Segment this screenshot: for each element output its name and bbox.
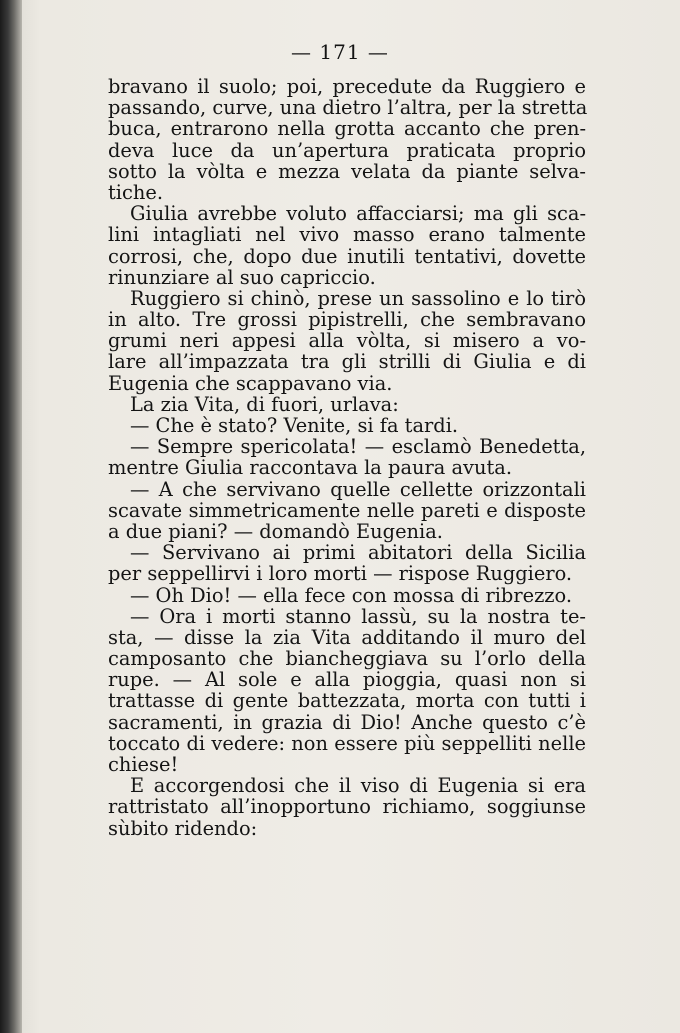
text-line: per seppellirvi i loro morti — rispose Ruggiero.	[108, 562, 573, 586]
text-line: bravano il suolo; poi, precedute da Ruggiero e	[108, 75, 586, 98]
text-line: — A che servivano quelle cellette orizzontali	[130, 477, 586, 501]
text-line: Giulia avrebbe voluto affacciarsi; ma gli sca-	[130, 202, 586, 226]
text-line: — Servivano ai primi abitatori della Sicilia	[130, 541, 586, 565]
page-binding-edge	[0, 0, 22, 1033]
text-line: a due piani? — domandò Eugenia.	[108, 519, 443, 543]
text-line: rinunziare al suo capriccio.	[108, 265, 376, 289]
text-line: La zia Vita, di fuori, urlava:	[130, 392, 399, 416]
text-line: Eugenia che scappavano via.	[108, 371, 393, 395]
text-line: trattasse di gente battezzata, morta con tutti i	[108, 689, 586, 713]
text-line: grumi neri appesi alla vòlta, si misero a vo-	[108, 329, 586, 353]
text-line: sta, — disse la zia Vita additando il muro del	[108, 625, 586, 649]
text-line: rattristato all’inopportuno richiamo, soggiunse	[108, 795, 586, 819]
text-line: mentre Giulia raccontava la paura avuta.	[108, 456, 513, 480]
text-line: — Che è stato? Venite, si fa tardi.	[130, 414, 459, 437]
text-line: rupe. — Al sole e alla pioggia, quasi non si	[108, 668, 586, 692]
text-line: E accorgendosi che il viso di Eugenia si era	[130, 774, 586, 798]
text-line: camposanto che biancheggiava su l’orlo della	[108, 647, 586, 671]
text-line: sùbito ridendo:	[108, 816, 258, 840]
page-body-text	[108, 76, 586, 839]
text-line: tiche.	[108, 180, 163, 204]
text-line: buca, entrarono nella grotta accanto che pren-	[108, 117, 586, 141]
text-line: corrosi, che, dopo due inutili tentativi, dovette	[108, 244, 586, 268]
text-line: deva luce da un’apertura praticata proprio	[108, 138, 586, 162]
text-line: lini intagliati nel vivo masso erano talmente	[108, 223, 586, 247]
text-line: passando, curve, una dietro l’altra, per la stretta	[108, 96, 588, 120]
text-line: Ruggiero si chinò, prese un sassolino e lo tirò	[130, 286, 586, 310]
text-line: — Oh Dio! — ella fece con mossa di ribrezzo.	[130, 583, 572, 607]
text-line: lare all’impazzata tra gli strilli di Giulia e di	[108, 350, 586, 374]
text-line: sotto la vòlta e mezza velata da piante selva-	[108, 159, 586, 183]
text-line: — Sempre spericolata! — esclamò Benedetta,	[130, 435, 586, 459]
page-number: — 171 —	[291, 40, 389, 64]
text-line: sacramenti, in grazia di Dio! Anche questo c’è	[108, 710, 586, 734]
text-line: in alto. Tre grossi pipistrelli, che sembravano	[108, 308, 586, 332]
text-line: — Ora i morti stanno lassù, su la nostra te-	[130, 604, 586, 628]
text-line: toccato di vedere: non essere più seppelliti nelle	[108, 731, 586, 755]
text-line: chiese!	[108, 753, 179, 776]
text-line: scavate simmetricamente nelle pareti e disposte	[108, 498, 586, 522]
